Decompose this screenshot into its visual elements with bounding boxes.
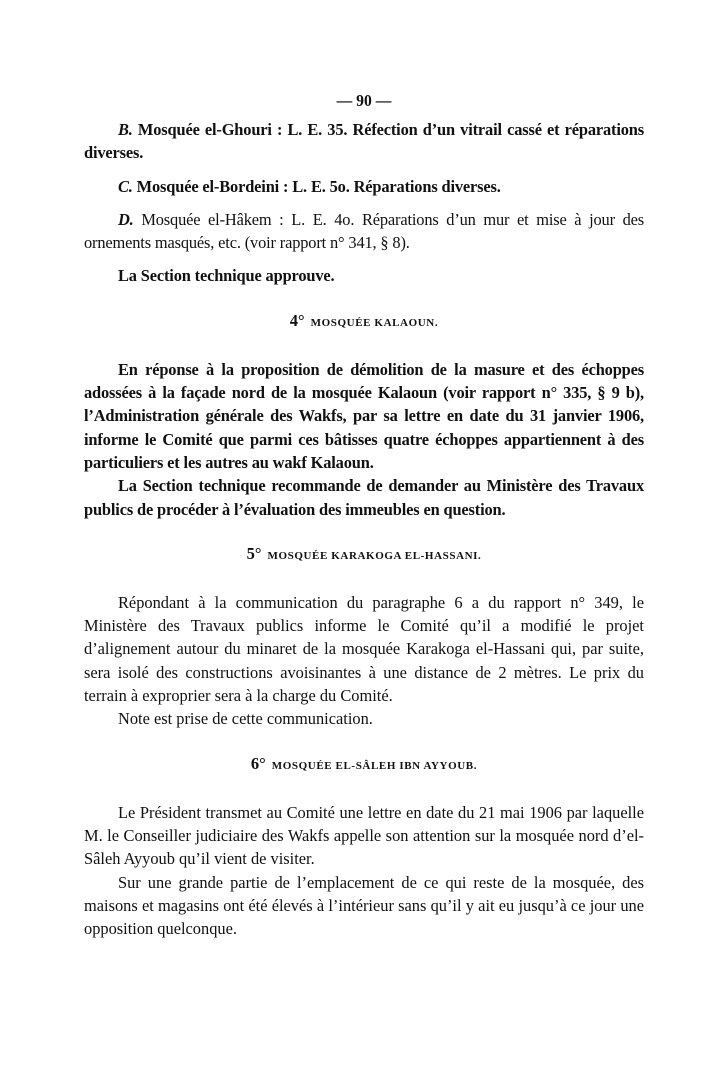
item-d — [84, 208, 644, 255]
section-body — [84, 591, 644, 731]
item-b — [84, 118, 644, 165]
section-paragraph: Note est prise de cette communication. — [118, 709, 373, 729]
section-number: 6° — [250, 753, 266, 773]
section-heading-karakoga — [84, 543, 644, 567]
item-c — [84, 175, 644, 198]
section-title: MOSQUÉE KARAKOGA EL-HASSANI. — [267, 549, 482, 562]
section-title: MOSQUÉE KALAOUN. — [310, 316, 439, 329]
section-paragraph: Sur une grande partie de l’emplacement de ce qui reste de la mosquée, des maisons et magasins ont été élevés à l’intérieur sans qu’il y ait eu jusqu’à ce jour une opposition quelconque. — [84, 872, 644, 939]
section-body — [84, 801, 644, 941]
section-number: 4° — [289, 310, 305, 330]
item-text: Mosquée el-Ghouri : L. E. 35. Réfection d’un vitrail cassé et réparations diverses. — [84, 120, 644, 163]
section-paragraph: Répondant à la communication du paragraphe 6 a du rapport n° 349, le Ministère des Travaux publics informe le Comité qu’il a modifié le projet d’alignement autour du minaret de la mosquée Karakoga el-Hassani qui, par suite, sera isolé des constructions avoisinantes à une distance de 2 mètres. Le prix du terrain à exproprier sera à la charge du Comité. — [84, 592, 644, 706]
section-number: 5° — [246, 543, 262, 563]
item-letter: C. — [118, 176, 133, 196]
item-text: Mosquée el-Hâkem : L. E. 4o. Réparations d’un mur et mise à jour des ornements masqués, etc. (voir rapport n° 341, § 8). — [84, 209, 644, 253]
approval-statement: La Section technique approuve. — [118, 266, 335, 286]
section-paragraph: La Section technique recommande de demander au Ministère des Travaux publics de procéder à l’évaluation des immeubles en question. — [84, 476, 644, 519]
document-page — [84, 90, 644, 940]
section-heading-saleh — [84, 753, 644, 777]
section-paragraph: En réponse à la proposition de démolition de la masure et des échoppes adossées à la façade nord de la mosquée Kalaoun (voir rapport n° 335, § 9 b), l’Administration générale des Wakfs, par sa lettre en date du 31 janvier 1906, informe le Comité que parmi ces bâtisses quatre échoppes appartiennent à des particuliers et les autres au wakf Kalaoun. — [84, 359, 644, 472]
section-title: MOSQUÉE EL-SÂLEH IBN AYYOUB. — [271, 759, 478, 772]
page-number: — 90 — — [336, 91, 392, 110]
section-paragraph: Le Président transmet au Comité une lettre en date du 21 mai 1906 par laquelle M. le Conseiller judiciaire des Wakfs appelle son attention sur la mosquée nord d’el-Sâleh Ayyoub qu’il vient de visiter. — [84, 802, 644, 869]
section-heading-kalaoun — [84, 310, 644, 334]
item-text: Mosquée el-Bordeini : L. E. 5o. Réparations diverses. — [132, 176, 501, 196]
item-letter: D. — [118, 209, 134, 229]
item-letter: B. — [118, 120, 133, 139]
